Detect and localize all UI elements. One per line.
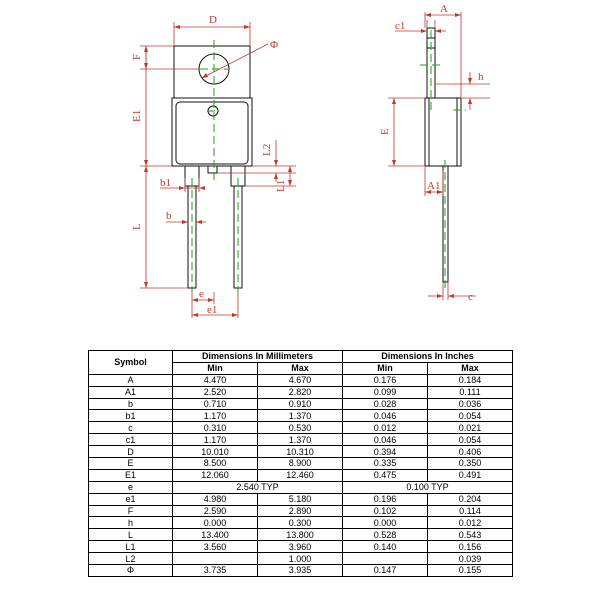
in-min-cell bbox=[343, 553, 428, 565]
in-min-cell: 0.528 bbox=[343, 529, 428, 541]
symbol-cell: E1 bbox=[89, 469, 173, 481]
label-phi: Φ bbox=[270, 39, 279, 51]
mm-max-cell: 1.370 bbox=[258, 410, 343, 422]
in-max-cell: 0.036 bbox=[428, 398, 513, 410]
mm-min-cell: 1.170 bbox=[173, 410, 258, 422]
header-millimeters: Dimensions In Millimeters bbox=[173, 351, 343, 363]
symbol-cell: b bbox=[89, 398, 173, 410]
in-min-cell: 0.176 bbox=[343, 374, 428, 386]
table-row bbox=[89, 469, 513, 481]
mm-min-cell: 2.520 bbox=[173, 386, 258, 398]
in-max-cell: 0.054 bbox=[428, 434, 513, 446]
mm-max-cell: 5.180 bbox=[258, 493, 343, 505]
header-in-max: Max bbox=[428, 362, 513, 374]
symbol-cell: e bbox=[89, 481, 173, 493]
table-row bbox=[89, 422, 513, 434]
mm-min-cell: 4.980 bbox=[173, 493, 258, 505]
mm-typ-cell: 2.540 TYP bbox=[173, 481, 343, 493]
header-mm-max: Max bbox=[258, 362, 343, 374]
mm-max-cell: 3.960 bbox=[258, 541, 343, 553]
table-row bbox=[89, 505, 513, 517]
table-row bbox=[89, 446, 513, 458]
header-symbol: Symbol bbox=[89, 351, 173, 375]
symbol-cell: A bbox=[89, 374, 173, 386]
in-min-cell: 0.046 bbox=[343, 410, 428, 422]
in-min-cell: 0.335 bbox=[343, 458, 428, 470]
mm-max-cell: 12.460 bbox=[258, 469, 343, 481]
in-min-cell: 0.102 bbox=[343, 505, 428, 517]
table-row bbox=[89, 529, 513, 541]
mm-max-cell: 2.820 bbox=[258, 386, 343, 398]
lead-right bbox=[234, 186, 242, 288]
center-stub bbox=[208, 166, 217, 173]
label-c: c bbox=[468, 291, 473, 303]
header-in-min: Min bbox=[343, 362, 428, 374]
side-view bbox=[379, 3, 490, 303]
mm-min-cell: 3.560 bbox=[173, 541, 258, 553]
table-row bbox=[89, 386, 513, 398]
in-max-cell: 0.491 bbox=[428, 469, 513, 481]
symbol-cell: A1 bbox=[89, 386, 173, 398]
table-row bbox=[89, 553, 513, 565]
label-b1: b1 bbox=[160, 177, 171, 189]
mm-min-cell bbox=[173, 553, 258, 565]
in-min-cell: 0.099 bbox=[343, 386, 428, 398]
label-e: e bbox=[199, 288, 204, 300]
in-max-cell: 0.155 bbox=[428, 565, 513, 577]
table-row bbox=[89, 565, 513, 577]
mm-max-cell: 3.935 bbox=[258, 565, 343, 577]
mm-min-cell: 13.400 bbox=[173, 529, 258, 541]
in-min-cell: 0.147 bbox=[343, 565, 428, 577]
mm-max-cell: 1.000 bbox=[258, 553, 343, 565]
in-max-cell: 0.543 bbox=[428, 529, 513, 541]
mm-max-cell: 4.670 bbox=[258, 374, 343, 386]
mm-max-cell: 10.310 bbox=[258, 446, 343, 458]
in-max-cell: 0.204 bbox=[428, 493, 513, 505]
label-L: L bbox=[131, 223, 143, 230]
symbol-cell: E bbox=[89, 458, 173, 470]
symbol-cell: L1 bbox=[89, 541, 173, 553]
in-min-cell: 0.196 bbox=[343, 493, 428, 505]
mm-max-cell: 1.370 bbox=[258, 434, 343, 446]
table-row bbox=[89, 493, 513, 505]
package-body bbox=[172, 98, 252, 166]
mm-max-cell: 0.300 bbox=[258, 517, 343, 529]
symbol-cell: c1 bbox=[89, 434, 173, 446]
symbol-cell: b1 bbox=[89, 410, 173, 422]
mm-max-cell: 0.910 bbox=[258, 398, 343, 410]
symbol-cell: L bbox=[89, 529, 173, 541]
label-D: D bbox=[209, 14, 217, 26]
mm-max-cell: 13.800 bbox=[258, 529, 343, 541]
symbol-cell: L2 bbox=[89, 553, 173, 565]
symbol-cell: h bbox=[89, 517, 173, 529]
label-h: h bbox=[478, 71, 484, 83]
in-min-cell: 0.000 bbox=[343, 517, 428, 529]
mm-min-cell: 10.010 bbox=[173, 446, 258, 458]
in-max-cell: 0.156 bbox=[428, 541, 513, 553]
lead-left bbox=[188, 186, 196, 288]
in-min-cell: 0.475 bbox=[343, 469, 428, 481]
symbol-cell: c bbox=[89, 422, 173, 434]
in-min-cell: 0.012 bbox=[343, 422, 428, 434]
mm-max-cell: 8.900 bbox=[258, 458, 343, 470]
table-row bbox=[89, 541, 513, 553]
mm-min-cell: 8.500 bbox=[173, 458, 258, 470]
in-max-cell: 0.012 bbox=[428, 517, 513, 529]
label-F: F bbox=[131, 53, 143, 60]
mm-max-cell: 0.530 bbox=[258, 422, 343, 434]
label-A1: A1 bbox=[427, 180, 441, 192]
mm-min-cell: 3.735 bbox=[173, 565, 258, 577]
label-A: A bbox=[440, 3, 448, 15]
front-view bbox=[131, 14, 296, 318]
symbol-cell: e1 bbox=[89, 493, 173, 505]
table-row bbox=[89, 517, 513, 529]
in-min-cell: 0.394 bbox=[343, 446, 428, 458]
header-mm-min: Min bbox=[173, 362, 258, 374]
in-min-cell: 0.140 bbox=[343, 541, 428, 553]
in-max-cell: 0.054 bbox=[428, 410, 513, 422]
label-E: E bbox=[379, 128, 391, 135]
symbol-cell: D bbox=[89, 446, 173, 458]
mm-min-cell: 0.000 bbox=[173, 517, 258, 529]
in-typ-cell: 0.100 TYP bbox=[343, 481, 513, 493]
mm-min-cell: 2.590 bbox=[173, 505, 258, 517]
table-row bbox=[89, 374, 513, 386]
symbol-cell: Φ bbox=[89, 565, 173, 577]
mm-min-cell: 1.170 bbox=[173, 434, 258, 446]
label-b: b bbox=[166, 210, 172, 222]
label-E1: E1 bbox=[131, 109, 143, 122]
table-row bbox=[89, 434, 513, 446]
mm-min-cell: 12.060 bbox=[173, 469, 258, 481]
table-row bbox=[89, 481, 513, 493]
label-L1: L1 bbox=[275, 179, 287, 192]
header-inches: Dimensions In Inches bbox=[343, 351, 513, 363]
table-row bbox=[89, 458, 513, 470]
side-body bbox=[425, 98, 461, 166]
dimensions-table bbox=[88, 350, 513, 577]
in-min-cell: 0.046 bbox=[343, 434, 428, 446]
in-max-cell: 0.039 bbox=[428, 553, 513, 565]
mm-max-cell: 2.890 bbox=[258, 505, 343, 517]
in-max-cell: 0.021 bbox=[428, 422, 513, 434]
in-max-cell: 0.111 bbox=[428, 386, 513, 398]
in-max-cell: 0.114 bbox=[428, 505, 513, 517]
mm-min-cell: 4.470 bbox=[173, 374, 258, 386]
label-e1: e1 bbox=[207, 304, 218, 316]
dimensions-table-body bbox=[89, 374, 513, 576]
label-L2: L2 bbox=[261, 143, 273, 156]
in-max-cell: 0.350 bbox=[428, 458, 513, 470]
symbol-cell: F bbox=[89, 505, 173, 517]
label-c1: c1 bbox=[395, 20, 406, 32]
table-row bbox=[89, 398, 513, 410]
in-max-cell: 0.184 bbox=[428, 374, 513, 386]
table-row bbox=[89, 410, 513, 422]
mm-min-cell: 0.310 bbox=[173, 422, 258, 434]
in-max-cell: 0.406 bbox=[428, 446, 513, 458]
in-min-cell: 0.028 bbox=[343, 398, 428, 410]
mm-min-cell: 0.710 bbox=[173, 398, 258, 410]
